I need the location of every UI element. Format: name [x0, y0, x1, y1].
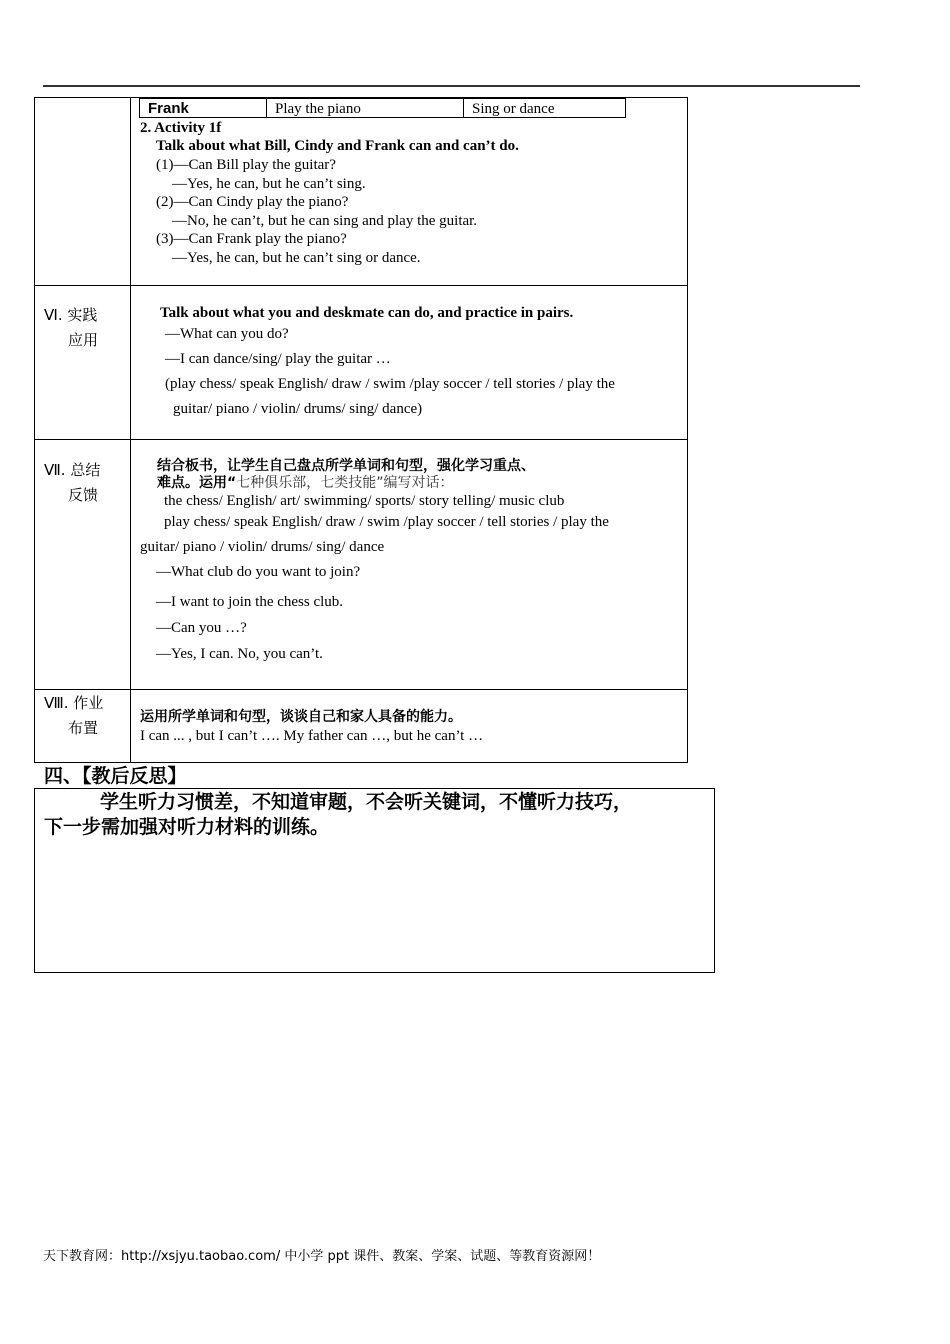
section7-line: —Can you …? [156, 620, 247, 636]
section8-label: Ⅷ. 作业 [44, 694, 104, 712]
section6-label: Ⅵ. 实践 [44, 306, 98, 324]
row-divider [34, 285, 688, 286]
footer-text: 天下教育网：http://xsjyu.taobao.com/ 中小学 ppt 课件、教案、学案、试题、等教育资源网！ [43, 1249, 601, 1264]
activity-instruction: Talk about what Bill, Cindy and Frank can and can’t do. [156, 138, 519, 154]
section8-cn-line: 运用所学单词和句型，谈谈自己和家人具备的能力。 [140, 709, 462, 725]
section6-label-cont: 应用 [68, 331, 99, 349]
reflection-line: 学生听力习惯差，不知道审题，不会听关键词，不懂听力技巧， [100, 791, 633, 813]
activity-line: —No, he can’t, but he can sing and play the guitar. [172, 213, 478, 229]
section8-en-line: I can ... , but I can’t …. My father can …, but he can’t … [140, 728, 484, 744]
section7-label-cont: 反馈 [68, 486, 99, 504]
row-divider [34, 439, 688, 440]
section7-cn-line2 [157, 474, 453, 492]
section7-line: —What club do you want to join? [156, 564, 361, 580]
reflection-line: 下一步需加强对听力材料的训练。 [44, 816, 330, 838]
activity-title: 2. Activity 1f [140, 120, 222, 136]
activity-line: (2)—Can Cindy play the piano? [156, 194, 349, 210]
inner-table-name: Frank [148, 100, 189, 117]
section6-instruction: Talk about what you and deskmate can do, and practice in pairs. [160, 305, 574, 321]
section7-label: Ⅶ. 总结 [44, 461, 101, 479]
main-table [34, 97, 688, 763]
table-column-divider [130, 97, 131, 763]
section7-line: the chess/ English/ art/ swimming/ sports/ story telling/ music club [164, 493, 565, 509]
header-rule [43, 85, 860, 87]
section6-line: guitar/ piano / violin/ drums/ sing/ dance) [173, 401, 423, 417]
section7-cn-line: 结合板书，让学生自己盘点所学单词和句型，强化学习重点、 [157, 458, 535, 474]
section6-line: —I can dance/sing/ play the guitar … [165, 351, 391, 367]
activity-line: —Yes, he can, but he can’t sing. [172, 176, 366, 192]
section7-cn-bold: 难点。运用“ [157, 475, 237, 491]
section8-label-cont: 布置 [68, 719, 99, 737]
section7-line: —Yes, I can. No, you can’t. [156, 646, 323, 662]
section6-line: —What can you do? [165, 326, 289, 342]
reflection-heading: 四、【教后反思】 [44, 765, 187, 787]
activity-line: —Yes, he can, but he can’t sing or dance. [172, 250, 421, 266]
section7-line: play chess/ speak English/ draw / swim /play soccer / tell stories / play the [164, 514, 609, 530]
section6-line: (play chess/ speak English/ draw / swim /play soccer / tell stories / play the [165, 376, 615, 392]
activity-line: (1)—Can Bill play the guitar? [156, 157, 336, 173]
row-divider [34, 689, 688, 690]
section7-line: —I want to join the chess club. [156, 594, 344, 610]
section7-line: guitar/ piano / violin/ drums/ sing/ dance [140, 539, 385, 555]
section7-cn-rest: 七种俱乐部，七类技能”编写对话： [236, 475, 454, 491]
activity-line: (3)—Can Frank play the piano? [156, 231, 347, 247]
inner-table-can: Play the piano [275, 101, 361, 117]
inner-table-cant: Sing or dance [472, 101, 555, 117]
